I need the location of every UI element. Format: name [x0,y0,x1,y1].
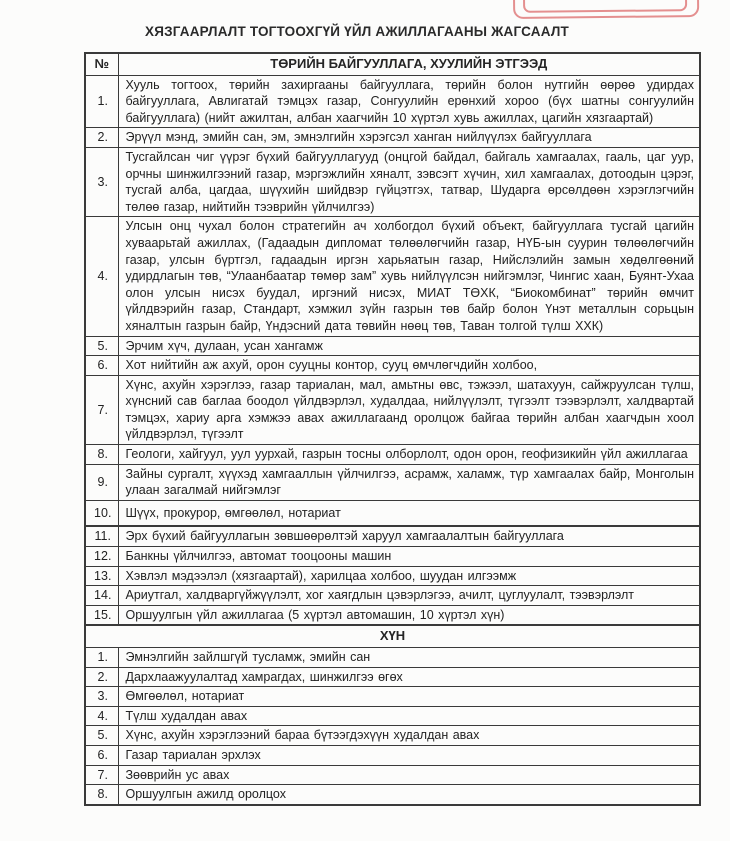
red-stamp-frame-inner [523,0,687,13]
table-row [85,464,700,500]
row-number: 9. [85,464,118,500]
section2-header: ХҮН [85,625,700,647]
row-text: Хүнс, ахуйн хэрэглээний бараа бүтээгдэхүүн худалдан авах [118,726,700,746]
table-row [85,375,700,444]
row-text: Хүнс, ахуйн хэрэглээ, газар тариалан, мал, амьтны өвс, тэжээл, шатахуун, сайжруулсан түлш, хүнсний сав баглаа боодол үйлдвэрлэл, худалдаа, нийлүүлэлт, түгээлт тээвэрлэлт, халдвартай тэмцэх, хариу арга хэмжээ авах ажиллагаанд оролцож байгаа төрийн албан хаагчдын хоол үйлдвэрлэл, түгээлт [118,375,700,444]
row-number: 8. [85,785,118,805]
page-title: ХЯЗГААРЛАЛТ ТОГТООХГҮЙ ҮЙЛ АЖИЛЛАГААНЫ ЖАГСААЛТ [145,24,569,39]
row-number: 8. [85,445,118,465]
row-text: Түлш худалдан авах [118,706,700,726]
table-row [85,605,700,625]
table-row [85,648,700,668]
table-row [85,667,700,687]
table-row [85,128,700,148]
table-row [85,445,700,465]
row-number: 14. [85,586,118,606]
table-row [85,687,700,707]
table-row [85,765,700,785]
table-row [85,500,700,526]
row-number: 5. [85,726,118,746]
row-text: Эрчим хүч, дулаан, усан хангамж [118,336,700,356]
row-text: Эрх бүхий байгууллагын зөвшөөрөлтэй харуул хамгаалалтын байгууллага [118,526,700,546]
row-number: 4. [85,706,118,726]
row-text: Ариутгал, халдваргүйжүүлэлт, хог хаягдлын цэвэрлэгээ, ачилт, цуглуулалт, тээвэрлэлт [118,586,700,606]
row-number: 2. [85,128,118,148]
row-text: Зайны сургалт, хүүхэд хамгааллын үйлчилгээ, асрамж, халамж, түр хамгаалах байр, Монголын улаан загалмай нийгэмлэг [118,464,700,500]
row-number: 13. [85,566,118,586]
row-number: 3. [85,147,118,216]
row-text: Зөөврийн ус авах [118,765,700,785]
row-number: 7. [85,375,118,444]
table-row [85,75,700,128]
row-number: 4. [85,217,118,336]
table-row [85,586,700,606]
row-number: 10. [85,500,118,526]
row-number: 7. [85,765,118,785]
row-text: Шүүх, прокурор, өмгөөлөл, нотариат [118,500,700,526]
row-text: Хууль тогтоох, төрийн захиргааны байгууллага, төрийн болон нутгийн өөрөө удирдах байгууллага, Авлигатай тэмцэх газар, Сонгуулийн ерөнхий хороо (бүх шатны сонгуулийн байгууллага) (нийт ажилтан, албан хаагчийн 10 хүртэл хувь ажиллах, цагийн хязгаартай) [118,75,700,128]
table-row [85,336,700,356]
column-header-no: № [85,53,118,75]
row-number: 1. [85,75,118,128]
row-number: 6. [85,356,118,376]
row-text: Эмнэлгийн зайлшгүй тусламж, эмийн сан [118,648,700,668]
section1-header: ТӨРИЙН БАЙГУУЛЛАГА, ХУУЛИЙН ЭТГЭЭД [118,53,700,75]
section2-header-row [85,625,700,647]
row-text: Банкны үйлчилгээ, автомат тооцооны машин [118,547,700,567]
table-row [85,785,700,805]
row-number: 5. [85,336,118,356]
row-number: 3. [85,687,118,707]
row-text: Оршуулгын ажилд оролцох [118,785,700,805]
table-row [85,356,700,376]
row-text: Тусгайлсан чиг үүрэг бүхий байгууллагууд (онцгой байдал, байгаль хамгаалах, гааль, цаг уур, орчны шинжилгээний газар, мэргэжлийн хяналт, зэвсэгт хүчин, хил хамгаалах, дотоодын цэрэг, тусгай алба, цагдаа, шүүхийн шийдвэр гүйцэтгэх, татвар, Шударга өрсөлдөөн хэрэглэгчийн төлөө газар, нийтийн тээврийн үйлчилгээ) [118,147,700,216]
restrictions-table [84,52,701,806]
table-row [85,566,700,586]
red-stamp-frame [513,0,699,19]
row-text: Хот нийтийн аж ахуй, орон сууцны контор, сууц өмчлөгчдийн холбоо, [118,356,700,376]
row-text: Өмгөөлөл, нотариат [118,687,700,707]
table-row [85,547,700,567]
table-row [85,526,700,546]
table-row [85,726,700,746]
row-number: 6. [85,745,118,765]
table-row [85,706,700,726]
table-row [85,217,700,336]
table-row [85,745,700,765]
table-header-row [85,53,700,75]
row-text: Геологи, хайгуул, уул уурхай, газрын тосны олборлолт, одон орон, геофизикийн үйл ажиллагаа [118,445,700,465]
row-number: 2. [85,667,118,687]
row-number: 15. [85,605,118,625]
row-text: Хэвлэл мэдээлэл (хязгаартай), харилцаа холбоо, шуудан илгээмж [118,566,700,586]
table-row [85,147,700,216]
row-text: Дархлаажуулалтад хамрагдах, шинжилгээ өгөх [118,667,700,687]
row-number: 12. [85,547,118,567]
row-text: Оршуулгын үйл ажиллагаа (5 хүртэл автомашин, 10 хүртэл хүн) [118,605,700,625]
row-number: 1. [85,648,118,668]
row-text: Улсын онц чухал болон стратегийн ач холбогдол бүхий объект, байгууллага тусгай цагийн хуваарьтай ажиллах, (Гадаадын дипломат төлөөлөгчийн газар, НҮБ-ын суурин төлөөлөгчийн газар, улсын бүртгэл, гадаадын иргэн харьяатын газар, Нийслэлийн замын хөдөлгөөний удирдлагын төв, “Улаанбаатар төмөр зам” хувь нийлүүлсэн нийгэмлэг, Чингис хаан, Буянт-Ухаа олон улсын нисэх буудал, иргэний нисэх, МИАТ ТӨХК, “Биокомбинат” төрийн өмчит үйлдвэрийн газар, Стандарт, хэмжил зүйн газрын төв байр болон Үнэт металлын сорьцын хяналтын газрын байр, Үндэсний дата төвийн нөөц төв, Таван толгой түлш ХХК) [118,217,700,336]
row-text: Газар тариалан эрхлэх [118,745,700,765]
row-text: Эрүүл мэнд, эмийн сан, эм, эмнэлгийн хэрэгсэл ханган нийлүүлэх байгууллага [118,128,700,148]
row-number: 11. [85,526,118,546]
